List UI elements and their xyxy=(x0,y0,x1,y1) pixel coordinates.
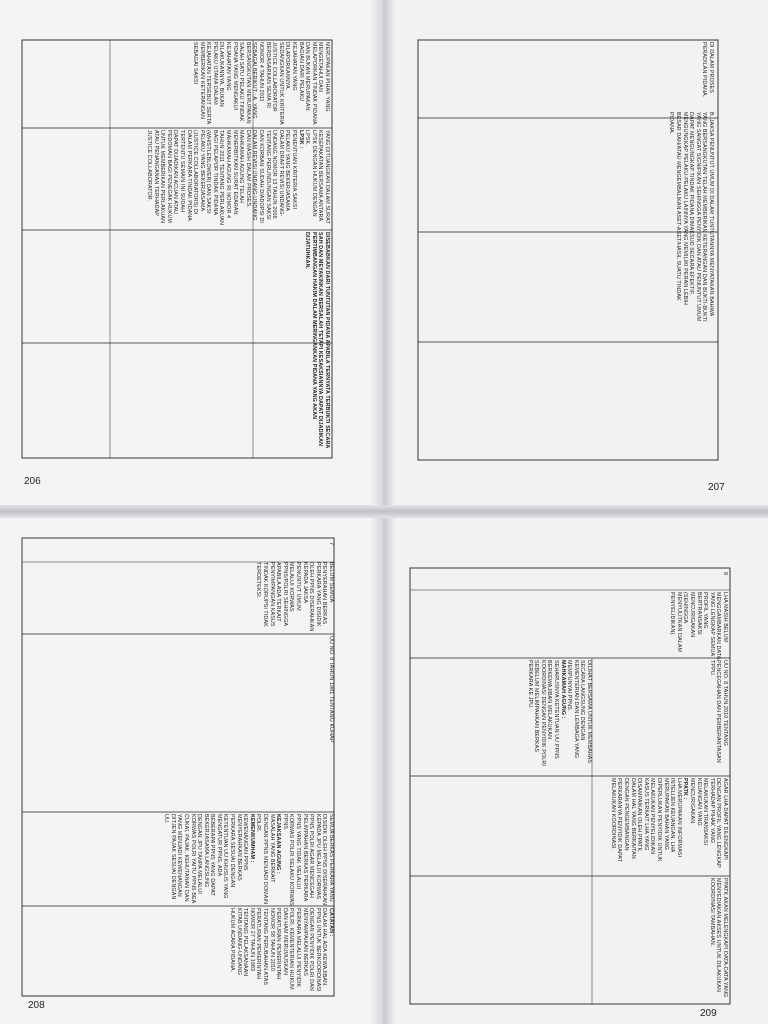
row-number-208-text: 7 xyxy=(328,542,334,546)
cell-208-heading-1: KEJAKSAAN AGUNG : xyxy=(275,814,282,874)
cell-209-issue xyxy=(666,592,728,662)
cell-209-regulation-text: UU NO. 8 TAHUN 2010 TENTANG PENCEGAHAN DAN PEMBERANTASAN TPPU. xyxy=(708,660,728,763)
cell-208-issue xyxy=(234,562,334,632)
cell-206-b xyxy=(145,130,330,226)
row-number-209 xyxy=(718,572,728,590)
cell-209-response-b: SEHARUSNYA KETENTUAN UU PPNS BERKEWAJIBAN MELAKUKAN KOORDINASI DENGAN PENYIDIK POLRI SEBELUM MELIMPAHKAN BERKAS PERKARA KE JPU. xyxy=(526,660,560,766)
cell-206-b-text: YANG DITUANGKAN DALAM SURAT KESEPAKATAN BERSAMA ANTARA LPSK DENGAN HUKUM DENGAN LPSK. xyxy=(304,130,330,224)
cell-209-response-top xyxy=(510,660,592,768)
cell-207-b xyxy=(624,112,714,322)
cell-209-heading-1: MAHKAMAH AGUNG : xyxy=(559,660,566,719)
cell-206-a xyxy=(254,232,330,458)
cell-209-response-d: LHA MERUPAKAN INFORMASI INTELIJEN KEUANGAN. LHA MERUPAKAN BAHAN YANG DIPERLUKAN PENYIDIK UNTUK MELAKUKAN PENYELIDIKAN KASUS TERKAIT LHA YANG DISAMPAIKAN OLEH PPATK. DALAM HAL YANG BERKAITAN DENGAN PENGEMBANGAN PERKARANYA PENYIDIK DAPAT MELAKUKAN KOORDINASI. xyxy=(609,778,682,862)
cell-209-response xyxy=(598,778,728,872)
cell-206-a-text: DISEBABKAN DARI TUNTUTAN PIDANA APABILA TERNYATA TERBUKTI SECARA SAH DAN MEYAKINKAN BERSALAH TETAPI KESAKSIANNYA DAPAT DIJADIKAN PERTIMBANGAN HAKIM DALAM MERINGANKAN PIDANA YANG AKAN DIJATUHKAN. xyxy=(304,232,330,449)
scan-divider xyxy=(0,505,768,518)
cell-208-note xyxy=(229,908,334,992)
row-number-208 xyxy=(324,542,334,560)
cell-208-response-a: SEMUA BERKAS PERKARA YANG DISIDIK OLEH PPNS DISERAHKAN KEPADA JPU MELALUI KORWAS PPNS POLRI AGAR MENCEGAH PELIMPAHAN BERKAS PERKARA PPNS YANG TIDAK MELALUI KORWAS POLRI SELAKU KORWAS PPNS. xyxy=(281,814,334,906)
cell-208-regulation xyxy=(320,636,334,756)
cell-207-b-text: B. JAKSA PENUNTUT UMUM DI DALAM TUNTUTANNYA MENYATAKAN BAHWA YANG BERSANGKUTAN TELAH MEMBERIKAN KETERANGAN DAN BUKTI-BUKTI YANG SANGAT SIGNIFIKAN SEHINGGA PENYIDIK DAN ATAU PENUNTUT UMUM DAPAT MENGUNGKAP TINDAK PIDANA DIMAKSUD SECARA EFEKTIF, MENGUNGKAP PELAKU-PELAKU LAINNYA YANG MEMILIKI PERAN LEBIH BESAR DAN/ATAU MENGEMBALIKAN ASET-ASET/HASIL SUATU TINDAK PIDANA. xyxy=(668,112,714,322)
cell-208-heading-2: KEMENKUMHAM : xyxy=(248,814,255,863)
cell-209-issue-text: LHA MASIH BELUM MENGGAMBARKAN DATA YANG LENGKAP SEMUA PROFIL YANG BERTRANSAKSI MENCURIGAKAN (SEHINGGA MENYULITKAN DALAM PENYELIDIKAN). xyxy=(669,592,728,660)
cell-209-response-a: DILIHAT BERSAMA UNTUK MEMBAHAS SECARA LANGSUNG DENGAN KEMENTERIAN DAN LEMBAGA YANG MEMPUNYAI PPNS. xyxy=(566,660,592,764)
cell-208-note-heading: CATATAN : xyxy=(328,908,334,937)
cell-208-response-c: KEWENANGAN PPNS MENYERAHKAN BERKAS PERKARA SESUAI DENGAN KETENTUAN UU KHUSUS YANG MENGATUR PPNS, ADA BEBERAPA PPNS YANG DAPAT BEKERJASAMA LANGSUNG DENGAN JPU TANPA MELALUI KORWAS POLRI YAITU PPNS BEA CUKAI, PAJAK, KEHUTANAN DAN YANG MENJADI KEWENANGAN DITJEN PAJAK SESUAI DENGAN UU. xyxy=(163,814,249,904)
cell-206-b2-text: PENENTUAN KRITERIA SAKSI PELAKU YANG BEKERJASAMA DALAM DRAFT REVISI UNDANG-UNDANG NOMOR 13 TAHUN 2006 TENTANG PERLINDUNGAN SAKSI DAN KORBAN SUDAH DIADOPSI DI DALAM REVISI UNDANG-UNDANG DAN MASIH DALAM PROSES. xyxy=(244,130,298,223)
cell-208-issue-text: BELUM SEMUA PENYERAHAN BERKAS PERKARA YANG DISIDIK OLEH PPNS DISERAHKAN KEPADA JAKSA PENUNTUT UMUM MELALUI KORWAS PPNS/POLRI SEHINGGA APABILA ADA TERKAIT PENYIMPANGAN KASUS TINDAK KORUPSI TIDAK TERDETEKSI. xyxy=(255,562,334,632)
row-number-209-text: 8 xyxy=(722,572,728,576)
cell-209-heading-2: PPATK : xyxy=(682,778,689,800)
page-number-207: 207 xyxy=(708,482,725,493)
page-209 xyxy=(382,518,768,1024)
page-207 xyxy=(382,0,768,505)
cell-209-response-c: AGAR LHA DAPAT DILENGKAPI DENGAN PROFIL YANG LENGKAP TERHADAP PIHAK YANG MELAKUKAN TRANSAKSI KEUANGAN YANG MENCURIGAKAN. xyxy=(689,778,728,868)
cell-209-regulation xyxy=(704,660,728,780)
page-number-209: 209 xyxy=(700,1008,717,1019)
cell-206-b-heading: LPSK : xyxy=(297,130,304,149)
page-206 xyxy=(0,0,382,505)
page-number-208: 208 xyxy=(28,1000,45,1011)
cell-207-a xyxy=(638,42,714,104)
cell-209-note-text: PPATK AKAN MELENGKAPI DATA-DATA YANG MENYEDIAKAN AKSES UNTUK DILAKUKAN KOORDINASI TAMBAHAN. xyxy=(708,878,728,998)
cell-209-note xyxy=(668,878,728,998)
cell-208-response xyxy=(163,814,334,906)
cell-208-regulation-text: UU NO. 8 TAHUN 1981 TENTANG KUHAP xyxy=(328,636,334,743)
cell-206-b3-text: MAHKAMAH AGUNG TELAH MENERBITKAN SURAT EDARAN MAHKAMAH AGUNG RI NOMOR 4 TAHUN 2011 TENTANG PERLAKUAN BAGI PELAPOR TINDAK PIDANA (WHISTLEBLOWER) DAN SAKSI PELAKU YANG BEKERJASAMA (JUSTICE COLLABORATORS) DI DALAM PERKARA TINDAK PIDANA TERTENTU SEMAIN INI SUDAH DAPAT DIJADIKAN ACUAN ATAU PEDOMAN BAGI PENEGAK HUKUM UNTUK MEMBERIKAN PERLAKUAN ATAU PENANGANAN TERHADAP JUSTICE COLLABORATOR. xyxy=(145,130,245,225)
page-number-206: 206 xyxy=(24,476,41,487)
cell-208-response-b: MASALAH YANG BERKAIT DENGAN PPNS MENJADI DOMAIN POLRI. xyxy=(255,814,275,905)
cell-206-c-text: MERUPAKAN PIHAK YANG MENGETAHUI DAN MELAPORKAN TINDAK PIDANA DAN BUKAN MERUPAKAN BAGIAN DARI PELAKU KEJAHATAN YANG DILAPORKANNYA. SEDANGKAN UNTUK KRITERIA JUSTICE COLLABORATOR BERDASARKAN SEMA RI NOMOR 4 TAHUN 2011 SEBAGAI BERIKUT : A. YANG BERSANGKUTAN MERUPAKAN SALAH SATU PELAKU TINDAK PIDANA YANG MENGAKUI KEJAHATAN YANG DILAKUKANNYA, BUKAN PELAKU UTAMA DALAM KEJAHATAN TERSEBUT SERTA MEMBERIKAN KETERANGAN SEBAGAI SAKSI xyxy=(192,42,330,125)
cell-208-note-text: DALAM HAL ADA KEWAJIBAN PPNS UNTUK BERKOORDINASI DENGAN PENYIDIK POLRI DAN MENYAMPAIKAN BERKAS PERKARA MELALUI PENYIDIK POLRI, KEMENTERIAN HUKUM DAN HAM MERUMUSKAN PERATURAN PEMERINTAH NOMOR 58 TAHUN 2010 TENTANG PERUBAHAN ATAS PERATURAN PEMERINTAH NOMOR 27 TAHUN 1983 TENTANG PELAKSANAAN KITAB UNDANG-UNDANG HUKUM ACARA PIDANA. xyxy=(229,908,328,992)
cell-207-a-text: DI DALAM PROSES PERADILAN PIDANA. xyxy=(701,42,714,98)
page-208 xyxy=(0,518,382,1024)
cell-206-c xyxy=(192,42,330,126)
